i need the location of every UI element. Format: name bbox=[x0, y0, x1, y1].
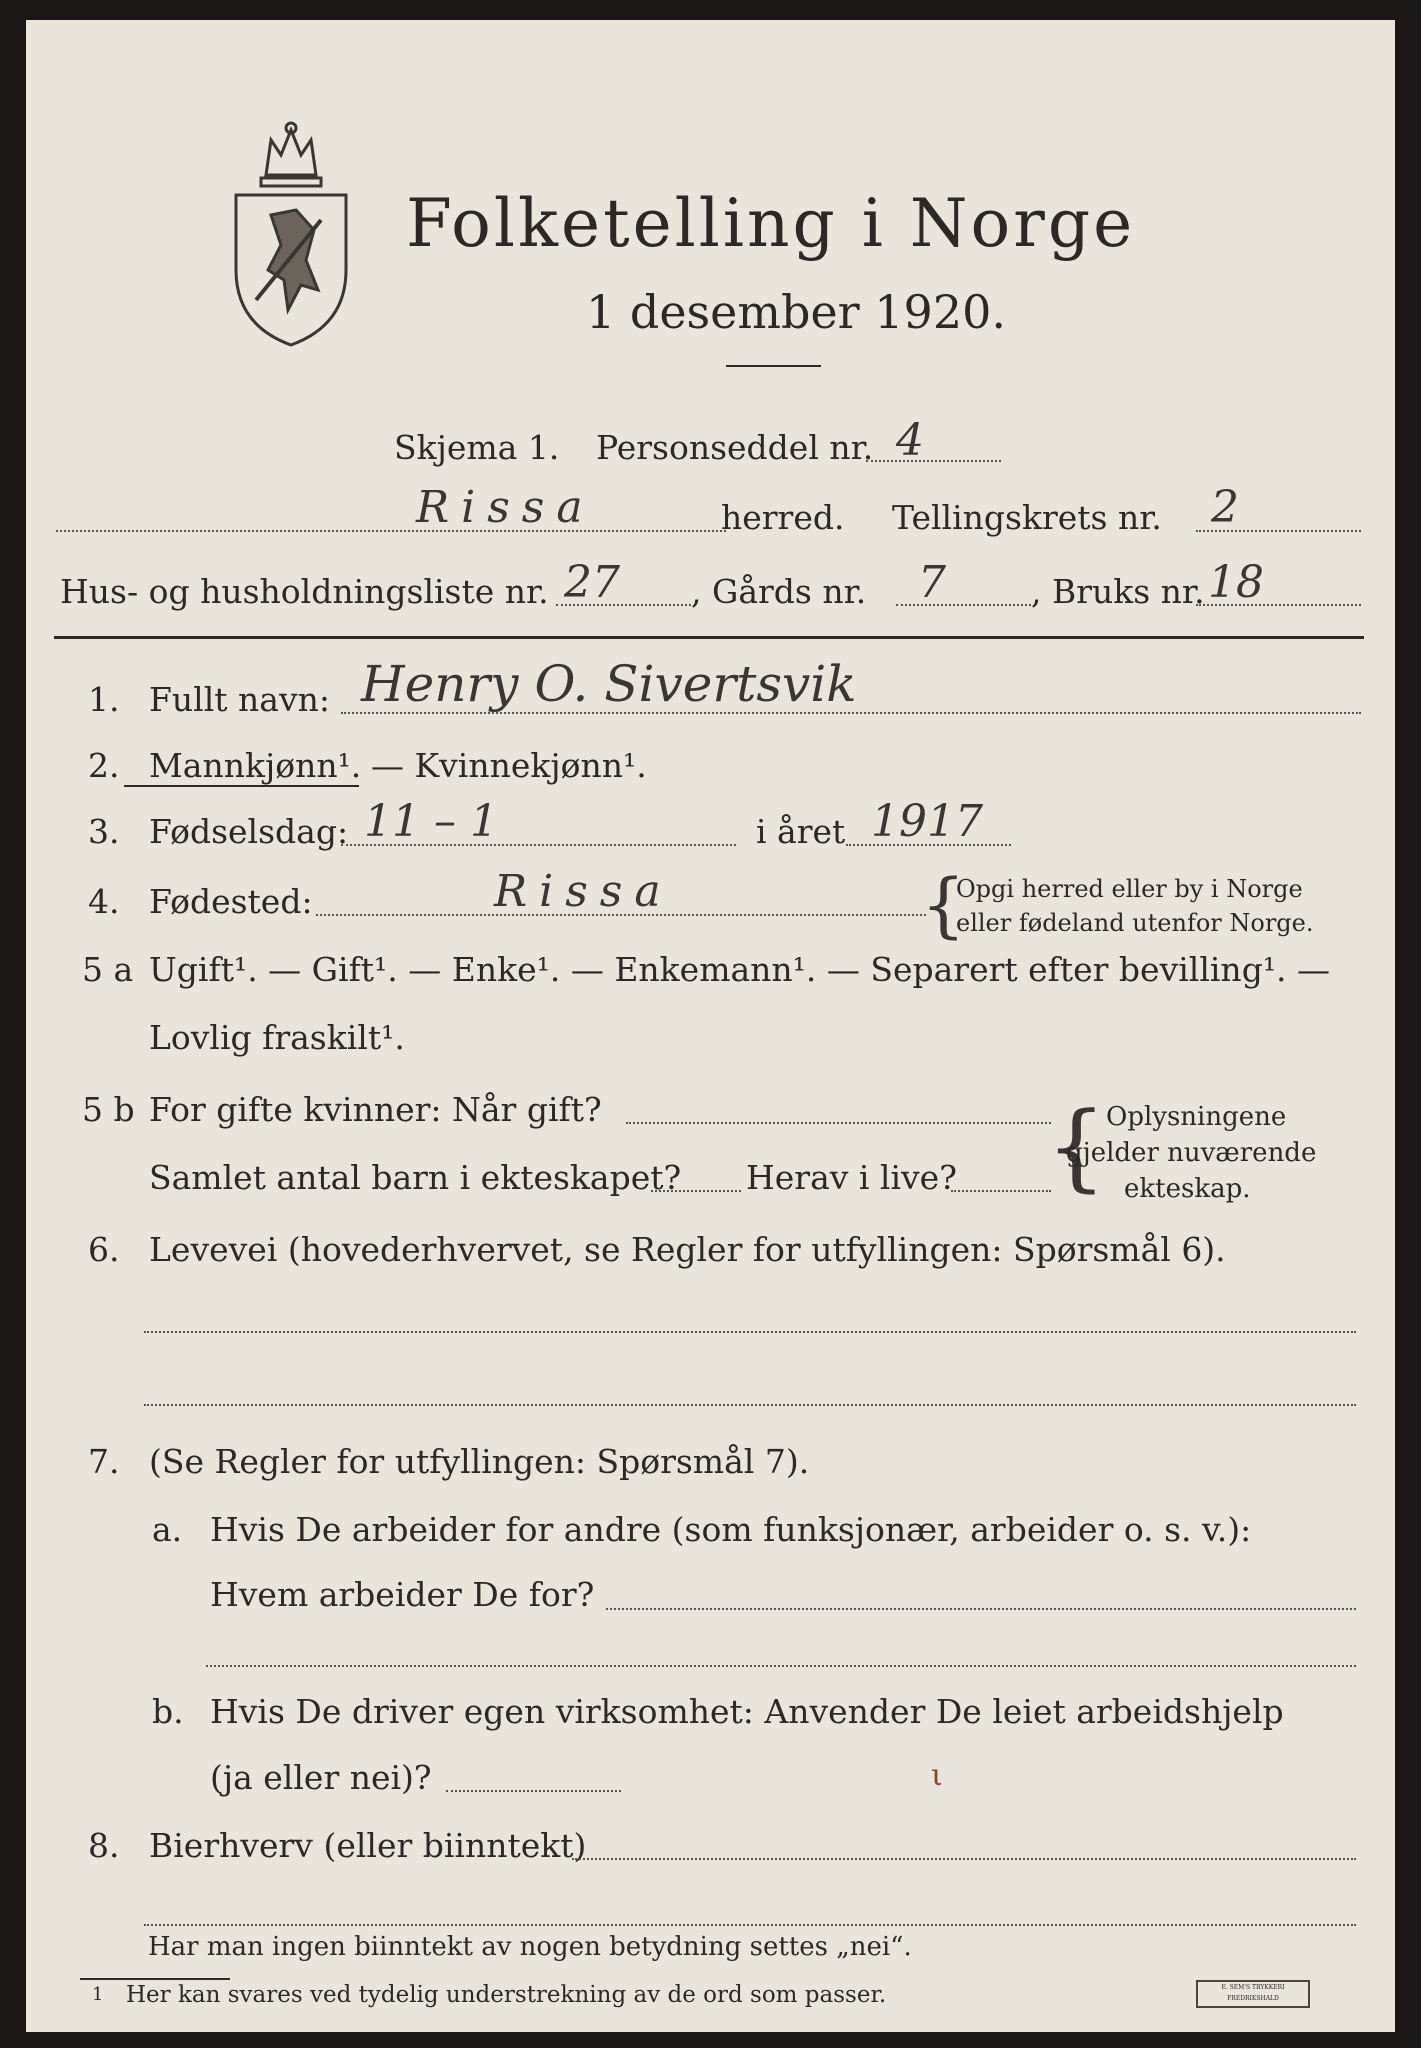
q5b-children-line bbox=[651, 1190, 741, 1192]
census-date: 1 desember 1920. bbox=[586, 285, 1006, 339]
q7a-answer-line bbox=[606, 1608, 1356, 1610]
q4-note-line-1: Opgi herred eller by i Norge bbox=[956, 875, 1303, 903]
personseddel-line bbox=[866, 460, 1001, 462]
q7a-question: Hvem arbeider De for? bbox=[210, 1575, 595, 1614]
q5b-number: 5 b bbox=[82, 1090, 135, 1129]
pen-mark: ι bbox=[931, 1758, 943, 1793]
q4-brace: { bbox=[921, 864, 966, 946]
personseddel-value: 4 bbox=[896, 415, 924, 466]
q3-label: Fødselsdag: bbox=[149, 812, 349, 851]
header-separator bbox=[54, 636, 1364, 639]
q2-male-underline bbox=[124, 785, 359, 787]
q7b-letter: b. bbox=[152, 1692, 184, 1731]
q2-number: 2. bbox=[88, 746, 120, 785]
coat-of-arms-icon bbox=[226, 120, 356, 350]
gaards-value: 7 bbox=[918, 557, 946, 608]
tellingskrets-label: Tellingskrets nr. bbox=[892, 498, 1162, 537]
q5b-children-label: Samlet antal barn i ekteskapet? bbox=[149, 1158, 682, 1197]
q3-value: 11 – 1 bbox=[364, 796, 498, 847]
herred-value: Rissa bbox=[416, 482, 595, 533]
q5b-brace: { bbox=[1046, 1092, 1107, 1202]
q3-number: 3. bbox=[88, 812, 120, 851]
bruks-value: 18 bbox=[1208, 557, 1264, 608]
q1-number: 1. bbox=[88, 680, 120, 719]
q4-value: Rissa bbox=[494, 866, 673, 917]
footnote-divider bbox=[80, 1978, 230, 1980]
q8-text: Bierhverv (eller biinntekt) bbox=[149, 1826, 587, 1865]
q2-female-option: — Kvinnekjønn¹. bbox=[371, 746, 647, 785]
q7-text: (Se Regler for utfyllingen: Spørsmål 7). bbox=[149, 1442, 810, 1481]
q4-number: 4. bbox=[88, 882, 120, 921]
q8-answer-line-2 bbox=[144, 1924, 1356, 1926]
q6-number: 6. bbox=[88, 1230, 120, 1269]
q5b-note-line-3: ekteskap. bbox=[1124, 1174, 1251, 1204]
q5b-alive-label: Herav i live? bbox=[746, 1158, 957, 1197]
personseddel-label: Personseddel nr. bbox=[596, 428, 874, 467]
hus-value: 27 bbox=[564, 557, 620, 608]
q5b-note-line-1: Oplysningene bbox=[1106, 1102, 1287, 1132]
footnote-text: Her kan svares ved tydelig understrekning av de ord som passer. bbox=[126, 1982, 887, 2008]
q5b-alive-line bbox=[951, 1190, 1051, 1192]
zero-income-note: Har man ingen biinntekt av nogen betydning settes „nei“. bbox=[148, 1932, 912, 1962]
q7b-text: Hvis De driver egen virksomhet: Anvender De leiet arbeidshjelp bbox=[210, 1692, 1284, 1731]
q7-number: 7. bbox=[88, 1442, 120, 1481]
q1-value: Henry O. Sivertsvik bbox=[361, 655, 857, 713]
q6-answer-line-1 bbox=[144, 1331, 1356, 1333]
q5b-married-line bbox=[626, 1122, 1051, 1124]
q6-text: Levevei (hovederhvervet, se Regler for utfyllingen: Spørsmål 6). bbox=[149, 1230, 1226, 1269]
q5a-options: Ugift¹. — Gift¹. — Enke¹. — Enkemann¹. — Separert efter bevilling¹. — bbox=[149, 950, 1331, 989]
skjema-label: Skjema 1. bbox=[394, 428, 560, 467]
form-title: Folketelling i Norge bbox=[406, 185, 1136, 262]
title-divider bbox=[726, 365, 821, 367]
gaards-label: , Gårds nr. bbox=[691, 572, 867, 611]
bruks-label: , Bruks nr. bbox=[1031, 572, 1205, 611]
q4-label: Fødested: bbox=[149, 882, 313, 921]
q5a-options-cont: Lovlig fraskilt¹. bbox=[149, 1018, 405, 1057]
q5b-note-line-2: gjelder nuværende bbox=[1066, 1138, 1317, 1168]
gaards-line bbox=[896, 604, 1031, 606]
q7a-answer-line-2 bbox=[206, 1665, 1356, 1667]
tellingskrets-value: 2 bbox=[1211, 482, 1239, 533]
hus-label: Hus- og husholdningsliste nr. bbox=[60, 572, 549, 611]
q7b-question: (ja eller nei)? bbox=[210, 1758, 432, 1797]
q7b-answer-line bbox=[446, 1790, 621, 1792]
q2-male-option: Mannkjønn¹. bbox=[149, 746, 362, 785]
herred-line bbox=[56, 530, 726, 532]
q3-year-label: i året bbox=[756, 812, 846, 851]
q5b-label: For gifte kvinner: Når gift? bbox=[149, 1090, 602, 1129]
footnote-mark: 1 bbox=[92, 1984, 104, 2005]
q8-answer-line bbox=[572, 1858, 1356, 1860]
q6-answer-line-2 bbox=[144, 1404, 1356, 1406]
q5a-number: 5 a bbox=[82, 950, 134, 989]
q7a-letter: a. bbox=[152, 1510, 183, 1549]
census-form-sheet bbox=[26, 20, 1395, 2032]
q7a-text: Hvis De arbeider for andre (som funksjonær, arbeider o. s. v.): bbox=[210, 1510, 1252, 1549]
printer-stamp: E. SEM'S TRYKKERI FREDRIKSHALD bbox=[1196, 1980, 1310, 2008]
herred-label: herred. bbox=[721, 498, 845, 537]
q3-year-value: 1917 bbox=[871, 796, 983, 847]
q8-number: 8. bbox=[88, 1826, 120, 1865]
q1-label: Fullt navn: bbox=[149, 680, 330, 719]
q4-note-line-2: eller fødeland utenfor Norge. bbox=[956, 909, 1314, 937]
